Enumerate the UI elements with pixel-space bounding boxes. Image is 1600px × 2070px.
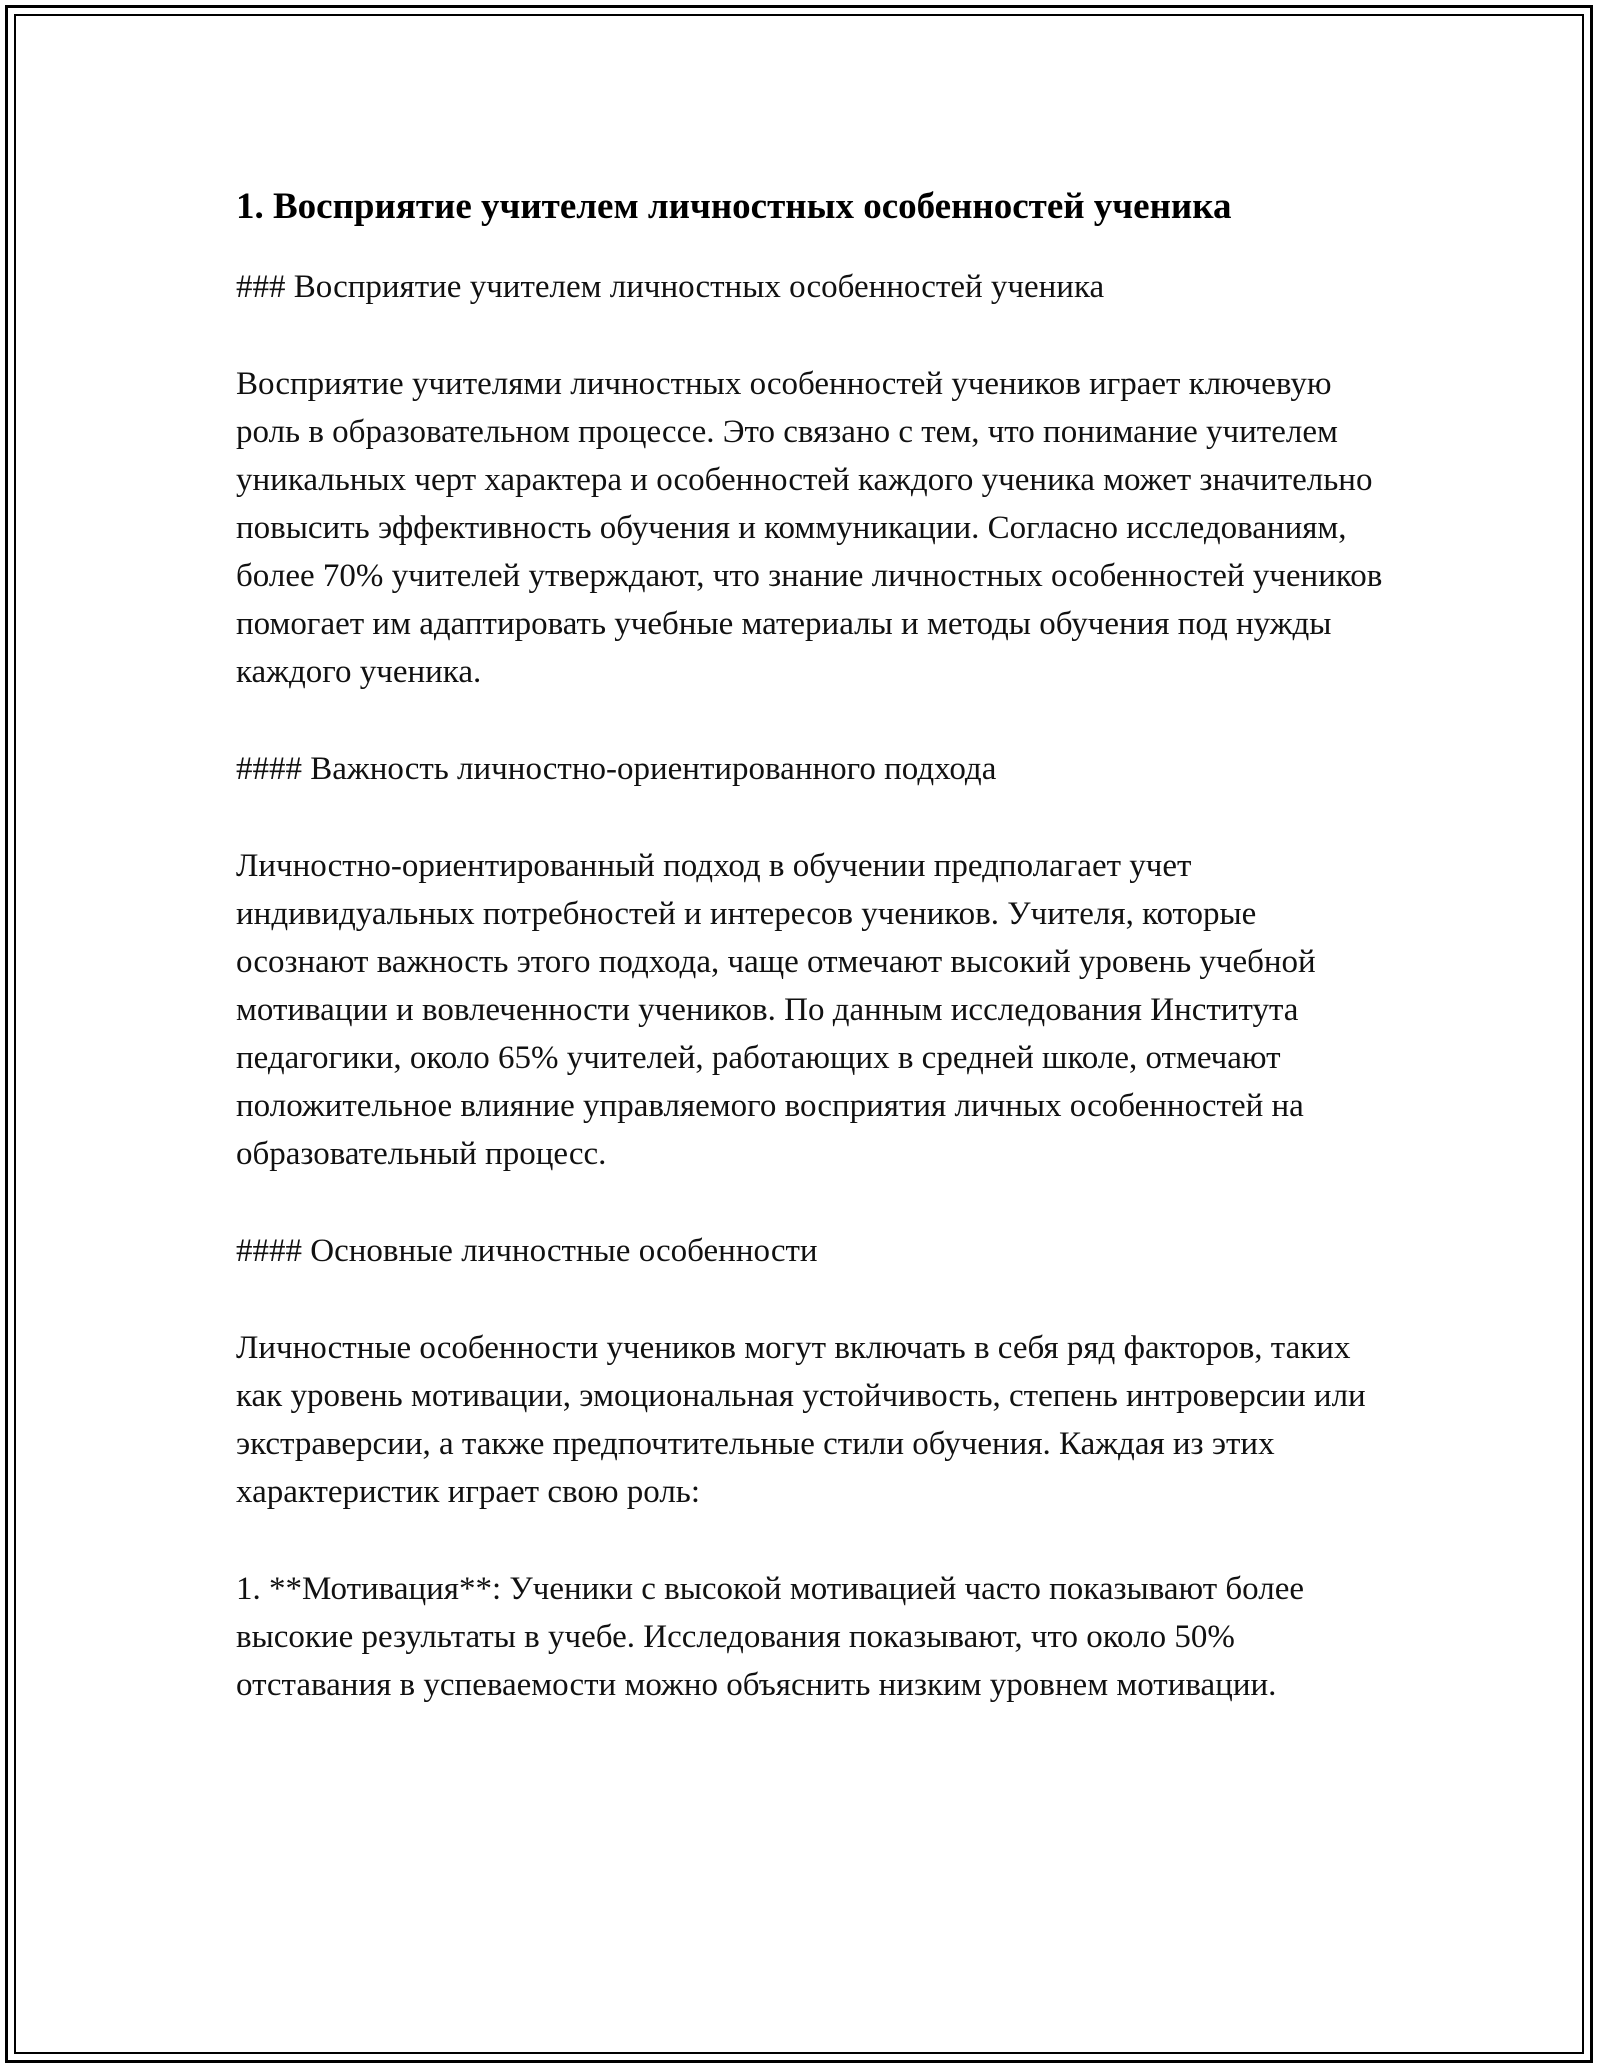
section-heading-main: ### Восприятие учителем личностных особенностей ученика (236, 269, 1105, 306)
document-title: 1. Восприятие учителем личностных особенностей ученика (236, 186, 1232, 227)
section-heading-approach: #### Важность личностно-ориентированного подхода (236, 751, 997, 788)
spacer (236, 696, 1386, 745)
paragraph-approach: Личностно-ориентированный подход в обучении предполагает учет индивидуальных потребностей и интересов учеников. Учителя, которые осознают важность этого подхода, чаще отмечают высокий уровень учебной мотивации и вовлеченности учеников. По данным исследования Института педагогики, около 65% учителей, работающих в средней школе, отмечают положительное влияние управляемого восприятия личных особенностей на образовательный процесс. (236, 848, 1316, 1173)
section-heading-traits: #### Основные личностные особенности (236, 1233, 818, 1270)
list-item-motivation: 1. **Мотивация**: Ученики с высокой мотивацией часто показывают более высокие результаты в учебе. Исследования показывают, что около 50% отставания в успеваемости можно объяснить низким уровнем мотивации. (236, 1571, 1304, 1704)
spacer (236, 793, 1386, 842)
spacer (236, 1275, 1386, 1324)
spacer (236, 1178, 1386, 1227)
spacer (236, 1516, 1386, 1565)
spacer (236, 311, 1386, 360)
paragraph-intro: Восприятие учителями личностных особенностей учеников играет ключевую роль в образовательном процессе. Это связано с тем, что понимание учителем уникальных черт характера и особенностей каждого ученика может значительно повысить эффективность обучения и коммуникации. Согласно исследованиям, более 70% учителей утверждают, что знание личностных особенностей учеников помогает им адаптировать учебные материалы и методы обучения под нужды каждого ученика. (236, 366, 1383, 691)
paragraph-traits: Личностные особенности учеников могут включать в себя ряд факторов, таких как уровень мотивации, эмоциональная устойчивость, степень интроверсии или экстраверсии, а также предпочтительные стили обучения. Каждая из этих характеристик играет свою роль: (236, 1330, 1366, 1511)
document-body (236, 185, 1386, 1709)
